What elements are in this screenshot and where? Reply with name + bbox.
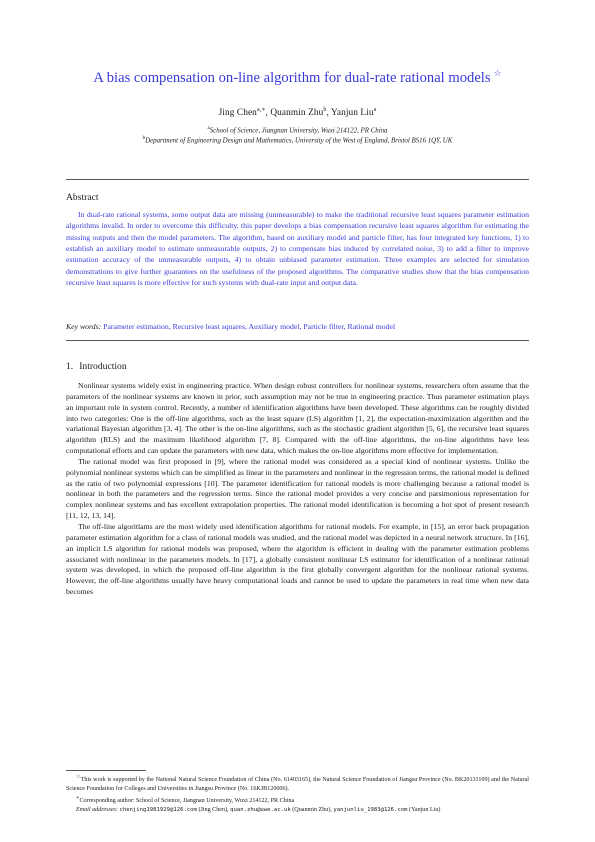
author-affil-mark: a,∗ [256, 107, 266, 113]
abstract-top-divider [66, 179, 529, 180]
funding-footnote [66, 773, 529, 794]
corresponding-author-footnote [66, 794, 529, 806]
footnote-divider [66, 770, 146, 771]
affiliation [66, 136, 529, 144]
abstract-body [66, 209, 529, 288]
author-affil-mark: a [373, 107, 377, 113]
email-owner: (Jing Chen), [198, 806, 229, 813]
abstract-bottom-divider [66, 340, 529, 341]
corresponding-footnote-text: Corresponding author: School of Science, Jiangnan University, Wuxi 214122, PR China [79, 797, 295, 804]
email-owner: (Yanjun Liu) [409, 806, 441, 813]
section-number: 1. [66, 361, 74, 372]
section-body [66, 381, 529, 598]
section-heading [66, 361, 127, 372]
email-label: Email addresses: [76, 806, 118, 813]
abstract-heading: Abstract [66, 192, 99, 203]
abstract-text: In dual-rate rational systems, some output data are missing (unmeasurable) to make the traditional recursive least squares parameter estimation algorithms invalid. In order to overcome this difficulty, this paper develops a bias compensation recursive least squares algorithm for estimating the missing outputs and then the model parameters. The algorithm, based on auxiliary model and particle filter, has four integrated key functions, 1) to establish an auxiliary model to estimate unmeasurable outputs, 2) to compensate bias induced by correlated noise, 3) to add a filter to improve estimation accuracy of the unmeasurable outputs, 4) to obtain unbiased parameter estimation. Three examples are selected for simulation demonstrations to give further guarantees on the usefulness of the proposed algorithms. The comparative studies show that the bias compensation recursive least squares is more effective for such systems with dual-rate input and output data. [66, 210, 529, 288]
corresponding-footnote-mark: ∗ [76, 794, 80, 801]
paper-title [66, 68, 529, 87]
email-link[interactable]: chenjing1981929@126.com [119, 806, 197, 813]
author-name: Quanmin Zhu [270, 108, 324, 119]
author-name: Yanjun Liu [330, 108, 374, 119]
author-list: Jing Chen$^{a,∗}$, Quanmin Zhu$^b$, Yanjun Liu$^a$ [218, 107, 377, 119]
funding-footnote-mark: ☆ [76, 774, 81, 780]
author-name: Jing Chen [218, 108, 257, 119]
keywords-text: Parameter estimation, Recursive least squares, Auxiliary model, Particle filter, Rational model [103, 322, 396, 331]
footnotes [66, 773, 529, 815]
body-paragraph: Nonlinear systems widely exist in engineering practice. When design robust controllers for nonlinear systems, researchers often assume that the parameters of the nonlinear systems are known in prior, such assumption may not be true in engineering practice. Thus parameter estimation plays an important role in system control. Recently, a number of identification algorithms have been developed. These algorithms can be roughly divided into two categories: One is the off-line algorithms, such as the least square (LS) algorithm [1, 2], the expectation-maximization algorithm and the variational Bayesian algorithm [3, 4]. The other is the on-line algorithms, such as the stochastic gradient algorithm [5, 6], the recursive least squares algorithm (RLS) and the maximum likelihood algorithm [7, 8]. Compared with the off-line algorithms, the on-line algorithms have less computational efforts and can update the parameters with new data, which makes the on-line algorithms more effective for implementation. [66, 381, 529, 456]
keywords-label: Key words: [66, 322, 102, 331]
section-title: Introduction [79, 361, 127, 372]
title-footnote-mark: ☆ [493, 68, 502, 78]
affiliation-text: School of Science, Jiangnan University, Wuxi 214122, PR China [209, 127, 388, 135]
body-paragraph: The off-line algoritlams are the most widely used identification algorithms for rational models. For example, in [15], an error back propagation parameter estimation algorithm for a class of rational models was studied, and the rational model was depicted in a neural network structure. In [16], an implicit LS algorithm for rational models was proposed, where the algorithm is efficient in dealing with the parameter estimation problems associated with nonlinear in the parameters models. In [17], a globally consistent nonlinear LS estimator for identification of a nonlinear rational system was developed, in which the proposed off-line algorithm is the first globally convergent algorithm for the nonlinear rational systems. However, the off-line algorithms usually have heavy computational loads and cannot be used to update the parameters in real time when new data becomes [66, 521, 529, 597]
email-owner: (Quanmin Zhu), [292, 806, 332, 813]
author-affil-mark: b [323, 107, 327, 113]
affiliation-text: Department of Engineering Design and Mathematics, University of the West of England, Bristol BS16 1QY, UK [145, 137, 453, 145]
keywords [66, 322, 529, 331]
affiliation [66, 126, 529, 134]
email-link[interactable]: quan.zhu@uwe.ac.uk [230, 806, 291, 813]
affiliation-mark: a [207, 126, 210, 131]
body-paragraph: The rational model was first proposed in [9], where the rational model was considered as a special kind of nonlinear systems. Unlike the polynomial nonlinear systems which can be simplified as linear in the parameters and nonlinear in the regression terms, the rational model is defined as the ratio of two polynomial expressions [10]. The parameter identification for rational models is more challenging because a rational model is nonlinear in both the parameters and the regression terms. Since the rational model provides a very concise and parsimonious representation for complex nonlinear systems and has excellent extrapolation properties. The rational model identification is becoming a hot spot of present research [11, 12, 13, 14]. [66, 456, 529, 521]
email-footnote [66, 806, 529, 815]
affiliation-mark: b [142, 136, 146, 141]
title-text: A bias compensation on-line algorithm for dual-rate rational models [93, 69, 491, 86]
funding-footnote-text: This work is supported by the National Natural Science Foundation of China (No. 61403165), the Natural Science Foundation of Jiangsu Province (No. BK20131109) and the Natural Science Foundation for Colleges and Universities in Jiangsu Province (No. 16KJB120006). [66, 777, 529, 792]
email-link[interactable]: yanjunliu_1983@126.com [333, 806, 408, 813]
